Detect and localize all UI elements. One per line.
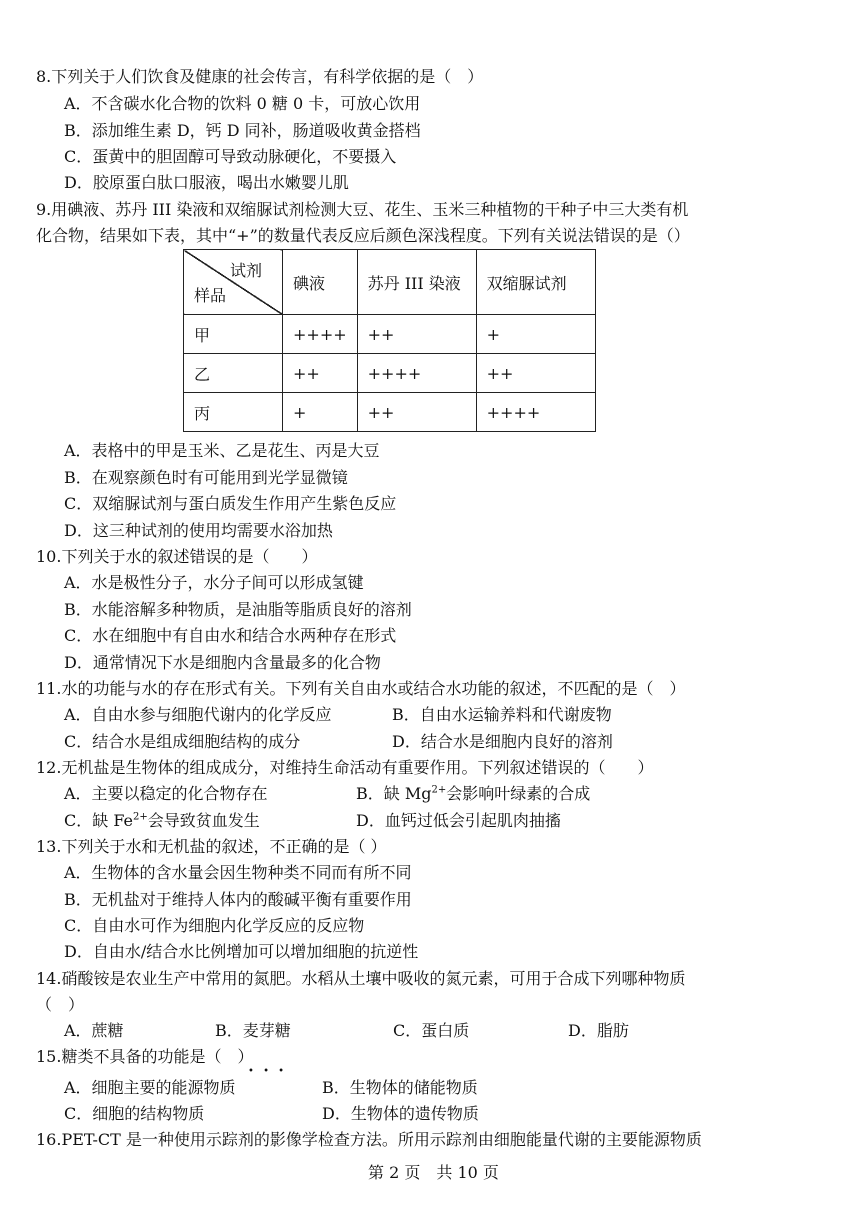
q8-option-c: C．蛋黄中的胆固醇可导致动脉硬化，不要摄入	[64, 147, 397, 166]
q13-option-a: A．生物体的含水量会因生物种类不同而有所不同	[64, 863, 412, 882]
sample-cell: 甲	[184, 315, 283, 354]
q9-option-a: A．表格中的甲是玉米、乙是花生、丙是大豆	[64, 441, 380, 460]
page-footer: 第 2 页 共 10 页	[368, 1163, 499, 1182]
q10-option-a: A．水是极性分子，水分子间可以形成氢键	[64, 573, 364, 592]
table-cell: ++	[357, 315, 476, 354]
q10-stem: 10.下列关于水的叙述错误的是（ ）	[36, 547, 318, 566]
q12-option-a: A．主要以稳定的化合物存在	[64, 784, 268, 803]
q15-option-b: B．生物体的储能物质	[322, 1078, 478, 1097]
q8-option-b: B．添加维生素 D，钙 D 同补，肠道吸收黄金搭档	[64, 121, 421, 140]
q12-stem: 12.无机盐是生物体的组成成分，对维持生命活动有重要作用。下列叙述错误的（ ）	[36, 758, 654, 777]
q14-option-b: B．麦芽糖	[215, 1021, 291, 1040]
q9-option-d: D．这三种试剂的使用均需要水浴加热	[64, 521, 333, 540]
emphasis-dots: • • •	[248, 1066, 288, 1077]
q15-stem: 15.糖类不具备的功能是（ ）	[36, 1047, 254, 1066]
table-corner-cell	[184, 250, 283, 315]
q14-option-c: C．蛋白质	[393, 1021, 470, 1040]
q11-option-c: C．结合水是组成细胞结构的成分	[64, 732, 301, 751]
q9-option-c: C．双缩脲试剂与蛋白质发生作用产生紫色反应	[64, 494, 397, 513]
q11-option-d: D．结合水是细胞内良好的溶剂	[392, 732, 613, 751]
q14-paren: （ ）	[36, 995, 85, 1014]
q12-option-b-pre: B．缺 Mg	[356, 784, 432, 803]
q8-option-a: A．不含碳水化合物的饮料 0 糖 0 卡，可放心饮用	[64, 94, 421, 113]
q15-option-d: D．生物体的遗传物质	[322, 1104, 479, 1123]
table-cell: ++++	[476, 393, 595, 432]
corner-label-reagent: 试剂	[229, 261, 262, 280]
q12-option-b-charge: 2+	[431, 784, 447, 796]
q12-option-d: D．血钙过低会引起肌肉抽搐	[356, 811, 561, 830]
q9-option-b: B．在观察颜色时有可能用到光学显微镜	[64, 468, 348, 487]
q9-stem-line1: 9.用碘液、苏丹 III 染液和双缩脲试剂检测大豆、花生、玉米三种植物的干种子中三大类有机	[36, 200, 689, 219]
table-cell: ++	[357, 393, 476, 432]
q14-option-d: D．脂肪	[568, 1021, 629, 1040]
sample-cell: 丙	[184, 393, 283, 432]
q11-option-a: A．自由水参与细胞代谢内的化学反应	[64, 705, 332, 724]
table-row	[184, 315, 596, 354]
table-cell: +	[283, 393, 358, 432]
q16-stem: 16.PET-CT 是一种使用示踪剂的影像学检查方法。所用示踪剂由细胞能量代谢的主要能源物质	[36, 1130, 702, 1149]
q15-option-a: A．细胞主要的能源物质	[64, 1078, 236, 1097]
q13-option-c: C．自由水可作为细胞内化学反应的反应物	[64, 916, 365, 935]
corner-label-sample: 样品	[194, 286, 227, 305]
q13-stem: 13.下列关于水和无机盐的叙述，不正确的是（ ）	[36, 837, 387, 856]
q13-option-d: D．自由水/结合水比例增加可以增加细胞的抗逆性	[64, 942, 419, 961]
q11-stem: 11.水的功能与水的存在形式有关。下列有关自由水或结合水功能的叙述，不匹配的是（ ）	[36, 679, 686, 698]
q14-option-a: A．蔗糖	[64, 1021, 124, 1040]
table-cell: +	[476, 315, 595, 354]
header-sudan: 苏丹 III 染液	[357, 250, 476, 315]
q10-option-d: D．通常情况下水是细胞内含量最多的化合物	[64, 653, 381, 672]
q14-stem: 14.硝酸铵是农业生产中常用的氮肥。水稻从土壤中吸收的氮元素，可用于合成下列哪种物质	[36, 969, 686, 988]
table-cell: ++	[283, 354, 358, 393]
q11-option-b: B．自由水运输养料和代谢废物	[392, 705, 612, 724]
q12-option-c	[64, 810, 260, 832]
sample-cell: 乙	[184, 354, 283, 393]
q15-option-c: C．细胞的结构物质	[64, 1104, 205, 1123]
table-row	[184, 354, 596, 393]
q12-option-c-pre: C．缺 Fe	[64, 811, 134, 830]
table-cell: ++++	[283, 315, 358, 354]
q10-option-b: B．水能溶解多种物质，是油脂等脂质良好的溶剂	[64, 600, 412, 619]
header-iodine: 碘液	[283, 250, 358, 315]
q8-stem: 8.下列关于人们饮食及健康的社会传言，有科学依据的是（ ）	[36, 67, 484, 86]
q12-option-b	[356, 783, 590, 805]
q12-option-c-charge: 2+	[133, 811, 148, 823]
table-cell: ++++	[357, 354, 476, 393]
q10-option-c: C．水在细胞中有自由水和结合水两种存在形式	[64, 626, 397, 645]
table-row	[184, 393, 596, 432]
q9-stem-line2: 化合物，结果如下表，其中“+”的数量代表反应后颜色深浅程度。下列有关说法错误的是（）	[36, 226, 690, 245]
table-header-row	[184, 250, 596, 315]
header-biuret: 双缩脲试剂	[476, 250, 595, 315]
table-cell: ++	[476, 354, 595, 393]
q12-option-c-post: 会导致贫血发生	[147, 811, 260, 830]
q8-option-d: D．胶原蛋白肽口服液，喝出水嫩婴儿肌	[64, 173, 349, 192]
q12-option-b-post: 会影响叶绿素的合成	[446, 784, 591, 803]
q13-option-b: B．无机盐对于维持人体内的酸碱平衡有重要作用	[64, 890, 412, 909]
reagent-table	[183, 249, 596, 432]
